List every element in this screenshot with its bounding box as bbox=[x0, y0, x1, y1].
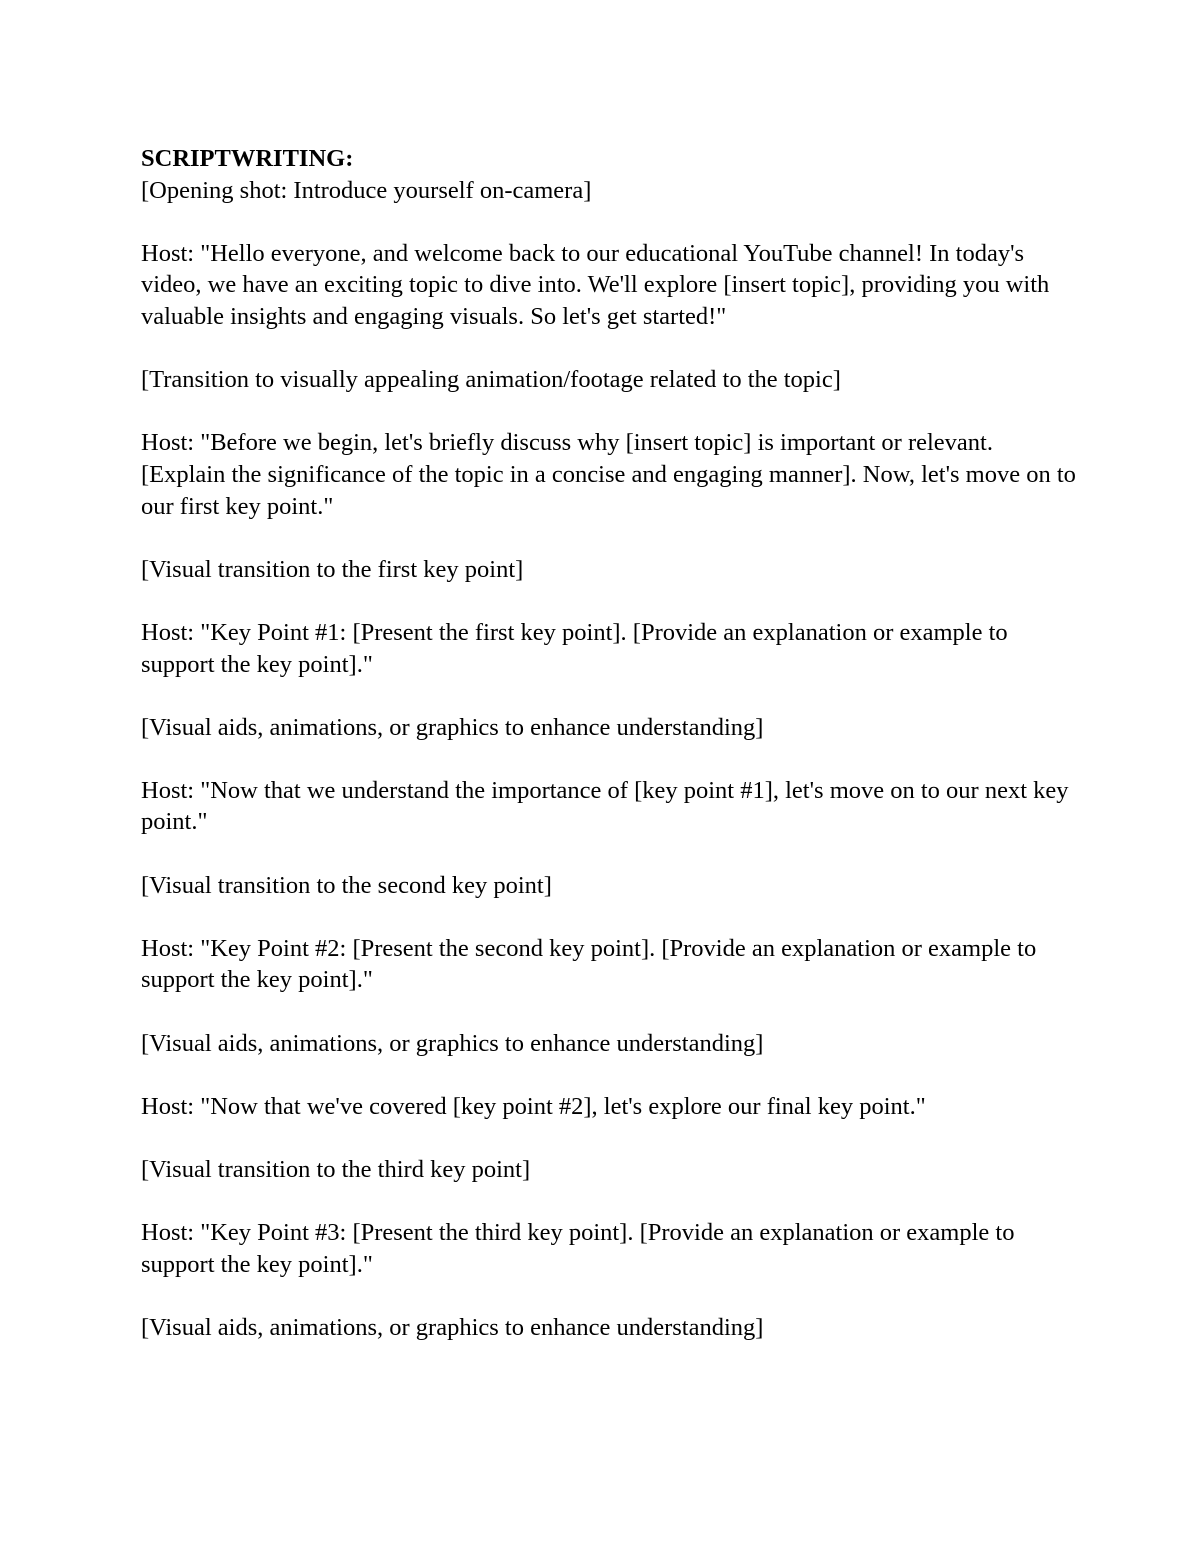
script-line-host-intro: Host: "Hello everyone, and welcome back to our educational YouTube channel! In today's video, we have an exciting topic to dive into. We'll explore [insert topic], providing you with valuable insights and engaging visuals. So let's get started!" bbox=[141, 239, 1050, 330]
script-line-host-final-point: Host: "Now that we've covered [key point #2], let's explore our final key point." bbox=[141, 1092, 926, 1120]
document-body bbox=[141, 143, 1081, 1375]
script-line-visual-aids-3: [Visual aids, animations, or graphics to enhance understanding] bbox=[141, 1313, 764, 1341]
script-line-key-point-3: Host: "Key Point #3: [Present the third key point]. [Provide an explanation or example to support the key point]." bbox=[141, 1219, 1015, 1278]
script-line-transition-second-point: [Visual transition to the second key point] bbox=[141, 871, 552, 899]
script-line-visual-aids-2: [Visual aids, animations, or graphics to enhance understanding] bbox=[141, 1029, 764, 1057]
script-line-host-significance: Host: "Before we begin, let's briefly discuss why [insert topic] is important or relevant. [Explain the significance of the topic in a concise and engaging manner]. Now, let's move on to our first key point." bbox=[141, 429, 1076, 520]
script-line-transition-first-point: [Visual transition to the first key point] bbox=[141, 555, 524, 583]
script-line-key-point-1: Host: "Key Point #1: [Present the first key point]. [Provide an explanation or example to support the key point]." bbox=[141, 618, 1008, 678]
document-heading: SCRIPTWRITING: bbox=[141, 145, 354, 172]
script-line-host-next-point: Host: "Now that we understand the importance of [key point #1], let's move on to our next key point." bbox=[141, 776, 1069, 836]
script-line-visual-aids-1: [Visual aids, animations, or graphics to enhance understanding] bbox=[141, 713, 764, 741]
script-line-opening-shot: [Opening shot: Introduce yourself on-camera] bbox=[141, 176, 592, 204]
script-line-transition-animation: [Transition to visually appealing animation/footage related to the topic] bbox=[141, 366, 841, 394]
script-line-transition-third-point: [Visual transition to the third key point] bbox=[141, 1156, 531, 1183]
script-line-key-point-2: Host: "Key Point #2: [Present the second key point]. [Provide an explanation or example to support the key point]." bbox=[141, 934, 1037, 994]
